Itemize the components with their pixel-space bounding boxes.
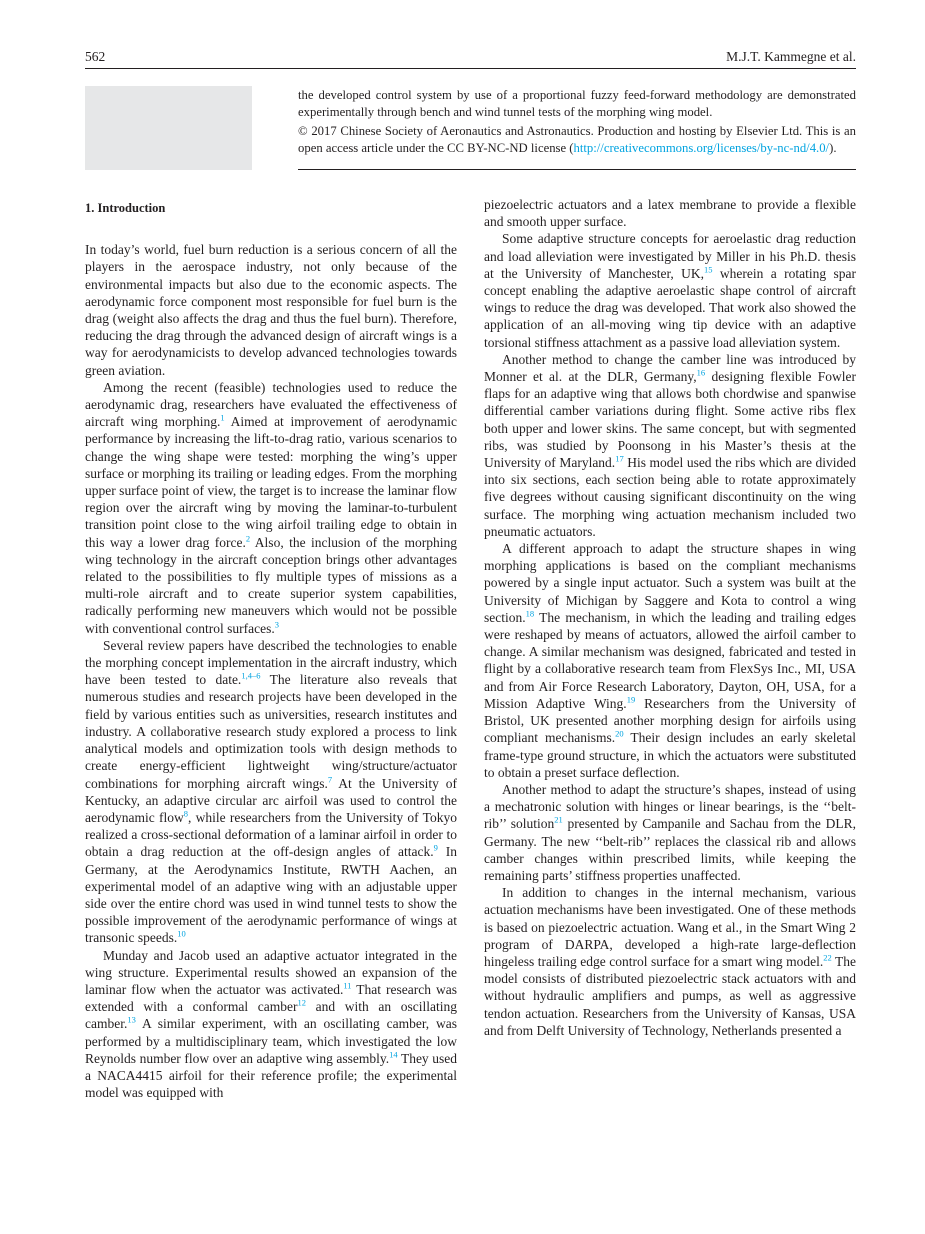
- text-run: Another method to adapt the structure’s shapes, instead of using a mechatronic solution with hinges or linear bearings, is the ‘‘belt-rib’’ solution: [484, 781, 856, 832]
- citation-ref[interactable]: 19: [626, 694, 636, 705]
- abstract-tail: [298, 87, 856, 157]
- citation-ref[interactable]: 18: [525, 608, 535, 619]
- citation-ref[interactable]: 21: [554, 814, 563, 825]
- text-run: The mechanism, in which the leading and trailing edges were reshaped by means of actuators, allowed the airfoil camber to change. A similar mechanism was designed, fabricated and tested in flight by a collaborative research team from FlexSys Inc., MI, USA and from Air Force Research Laboratory, Dayton, OH, USA, for a Mission Adaptive Wing.: [484, 609, 856, 711]
- intro-paragraph-3: [85, 637, 457, 947]
- page-number: 562: [85, 49, 106, 64]
- abstract-rule: [298, 169, 856, 170]
- intro-paragraph-9: [484, 884, 856, 1039]
- right-column: [484, 196, 856, 1039]
- citation-ref[interactable]: 16: [696, 367, 706, 378]
- abstract-paragraph: the developed control system by use of a proportional fuzzy feed-forward methodology are demonstrated experimentally through bench and wind tunnel tests of the morphing wing model.: [298, 88, 856, 119]
- citation-ref[interactable]: 7: [327, 774, 333, 784]
- citation-ref[interactable]: 12: [297, 997, 306, 1008]
- citation-ref[interactable]: 14: [389, 1049, 398, 1060]
- text-run: Munday and Jacob used an adaptive actuator integrated in the wing structure. Experimental results showed an expansion of the laminar flow when the actuator was activated.: [85, 947, 457, 997]
- text-run: A different approach to adapt the structure shapes in wing morphing applications is based on the compliant mechanisms powered by a single input actuator. Such a system was built at the University of Michigan by Saggere and Kota to control a wing section.: [484, 541, 856, 625]
- text-run: presented by Campanile and Sachau from the DLR, Germany. The new ‘‘belt-rib’’ replaces the classical rib and allows camber changes within prescribed limits, while keeping the remaining parts’ stiffness properties unaffected.: [484, 816, 856, 883]
- citation-ref[interactable]: 9: [433, 842, 438, 853]
- text-run: They used a NACA4415 airfoil for their reference profile; the experimental model was equipped with: [85, 1050, 457, 1101]
- copyright-end: ).: [829, 141, 837, 155]
- intro-paragraph-5: [484, 230, 856, 350]
- citation-ref[interactable]: 22: [823, 952, 832, 963]
- text-run: The model consists of distributed piezoelectric stack actuators with and without hydraulic amplifiers and pumps, as well as aggressive tendon actuation. Researchers from the University of Kansas, USA and from Delft University of Technology, Netherlands presented a: [484, 953, 856, 1038]
- license-link[interactable]: http://creativecommons.org/licenses/by-nc-nd/4.0/: [573, 141, 830, 155]
- intro-paragraph-4: [85, 947, 457, 1102]
- citation-ref[interactable]: 13: [127, 1014, 136, 1025]
- text-run: and with an oscillating camber.: [85, 999, 457, 1032]
- text-run: A similar experiment, with an oscillating camber, was performed by a multidisciplinary team, which investigated the low Reynolds number flow over an adaptive wing assembly.: [85, 1016, 457, 1066]
- citation-ref[interactable]: 2: [245, 533, 251, 544]
- text-run: Among the recent (feasible) technologies used to reduce the aerodynamic drag, researchers have evaluated the effectiveness of aircraft wing morphing.: [85, 379, 457, 430]
- section-heading: 1. Introduction: [85, 201, 166, 215]
- intro-paragraph-8: [484, 781, 856, 884]
- intro-paragraph-4-continued: piezoelectric actuators and a latex membrane to provide a flexible and smooth upper surface.: [484, 197, 856, 230]
- citation-ref[interactable]: 20: [615, 728, 624, 739]
- text-run: His model used the ribs which are divided into six sections, each section being able to rotate approximately five degrees without causing significant discontinuity on the wing surface. The morphing wing actuation mechanism included two pneumatic actuators.: [484, 455, 856, 539]
- text-run: In addition to changes in the internal mechanism, various actuation mechanisms have been investigated. One of these methods is based on piezoelectric actuation. Wang et al., in the Smart Wing 2 program of DARPA, developed a high-rate large-deflection hingeless trailing edge control surface for a smart wing model.: [484, 885, 856, 969]
- text-run: At the University of Kentucky, an adaptive circular arc airfoil was used to control the aerodynamic flow: [85, 775, 457, 825]
- running-header: [85, 49, 856, 69]
- text-run: Their design includes an early skeletal frame-type ground structure, in which the actuators were substituted to obtain a preset surface deflection.: [484, 730, 856, 780]
- intro-paragraph-2: [85, 379, 457, 637]
- text-run: The literature also reveals that numerous studies and research projects have been developed in the field by various entities such as universities, research institutes and industry. A collaborative research study explored a process to link analytical models and optimization tools with design methods to create energy-efficient lightweight wing/structure/actuator combinations for morphing aircraft wings.: [85, 672, 457, 791]
- copyright-notice: [298, 123, 856, 157]
- text-run: Another method to change the camber line was introduced by Monner et al. at the DLR, Germany,: [484, 351, 856, 385]
- citation-ref[interactable]: 1,4–6: [241, 670, 261, 681]
- citation-ref[interactable]: 1: [220, 412, 225, 423]
- left-column: [85, 196, 457, 1101]
- text-run: Several review papers have described the technologies to enable the morphing concept implementation in the aircraft industry, which have been tested to date.: [85, 637, 457, 688]
- citation-ref[interactable]: 10: [177, 928, 186, 939]
- intro-paragraph-1: In today’s world, fuel burn reduction is a serious concern of all the players in the aerospace industry, not only because of the environmental impacts but also due to the economic aspects. The aerodynamic force component most responsible for fuel burn is the drag (weight also affects the drag and thus the fuel burn). Therefore, reducing the drag through the advanced design of aircraft wings is a way for aerodynamicists to develop advanced technologies towards green aviation.: [85, 242, 457, 378]
- citation-ref[interactable]: 15: [704, 264, 713, 275]
- text-run: wherein a rotating spar concept enabling the adaptive aeroelastic shape control of aircraft wings to reduce the drag was developed. That work also showed the application of an all-moving wing tip device with an adaptive torsional stiffness attachment as a passive load alleviation system.: [484, 265, 857, 350]
- intro-paragraph-6: [484, 351, 856, 540]
- text-run: In Germany, at the Aerodynamics Institute, RWTH Aachen, an experimental model of an adaptive wing with an adjustable upper side over the entire chord was used in wind tunnel tests to show the possible improvement of the aerodynamic performance of wings at transonic speeds.: [85, 844, 458, 946]
- running-authors: M.J.T. Kammegne et al.: [726, 49, 856, 64]
- intro-paragraph-7: [484, 540, 856, 781]
- citation-ref[interactable]: 11: [343, 980, 352, 991]
- text-run: Researchers from the University of Bristol, UK presented another morphing design for airfoils using compliant mechanisms.: [484, 695, 856, 746]
- text-run: Some adaptive structure concepts for aeroelastic drag reduction and load alleviation were investigated by Miller in his Ph.D. thesis at the University of Manchester, UK,: [484, 231, 856, 281]
- text-run: designing flexible Fowler flaps for an adaptive wing that allows both chordwise and spanwise differential camber variations during flight. Some active ribs flex both upper and lower skins. The same concept, but with segmented ribs, was studied by Poonsong in his Master’s thesis at the University of Maryland.: [484, 369, 856, 471]
- text-run: , while researchers from the University of Tokyo realized a cross-sectional deformation of a laminar airfoil in order to obtain a drag reduction at the off-design angles of attack.: [85, 809, 457, 860]
- copyright-text: © 2017 Chinese Society of Aeronautics and Astronautics. Production and hosting by Elsevier Ltd. This is an open access article under the CC BY-NC-ND license (: [298, 124, 856, 155]
- text-run: Aimed at improvement of aerodynamic performance by increasing the lift-to-drag ratio, various scenarios to change the wing shape were tested: morphing the wing’s upper surface or morphing its trailing or leading edges. From the morphing upper surface point of view, the target is to increase the laminar flow region over the aircraft wing by moving the laminar-to-turbulent transition point close to the wing airfoil trailing edge to obtain in this way a lower drag force.: [85, 414, 457, 550]
- text-run: Also, the inclusion of the morphing wing technology in the aircraft conception brings other advantages related to the possibilities to fly multiple types of missions as a multi-role aircraft and to create superior system capabilities, radically performing new maneuvers which would not be possible with conventional control surfaces.: [85, 534, 457, 636]
- citation-ref[interactable]: 3: [274, 619, 279, 630]
- graphical-abstract-placeholder: [85, 86, 252, 170]
- text-run: That research was extended with a conformal camber: [85, 981, 457, 1015]
- citation-ref[interactable]: 17: [615, 453, 624, 464]
- citation-ref[interactable]: 8: [183, 808, 188, 819]
- header-rule: [85, 68, 856, 69]
